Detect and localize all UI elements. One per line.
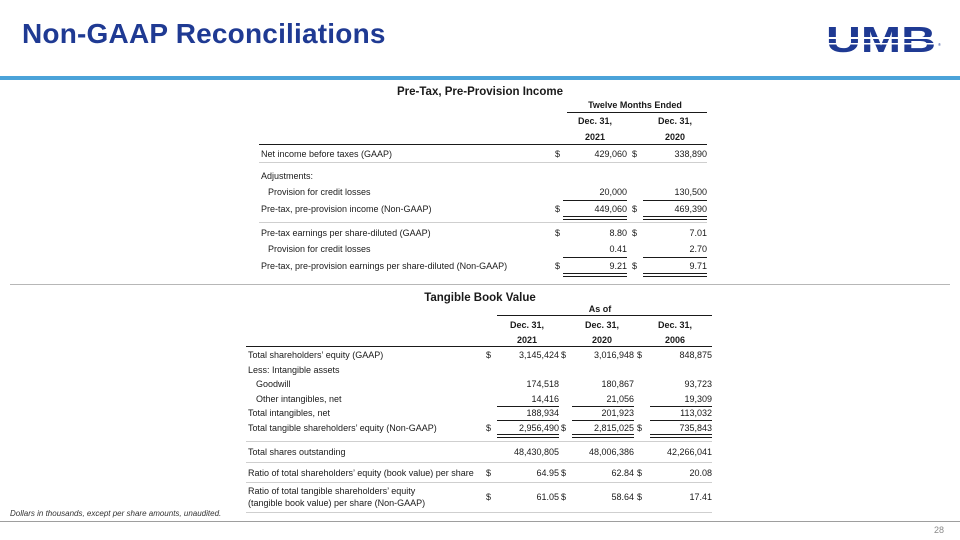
table-row-label: Pre-tax, pre-provision earnings per share-diluted (Non-GAAP): [261, 261, 508, 271]
table-cell-value: 9.21: [609, 261, 627, 271]
currency-symbol: $: [632, 261, 638, 271]
currency-symbol: $: [632, 149, 638, 159]
currency-symbol: $: [561, 492, 567, 502]
table-cell-value: 42,266,041: [666, 447, 712, 457]
table-row-label: Total intangibles, net: [248, 408, 331, 418]
row-separator: [246, 462, 712, 463]
subtotal-underline: [572, 406, 634, 407]
table-cell-value: 17.41: [689, 492, 712, 502]
table-row-label: Pre-tax, pre-provision income (Non-GAAP): [261, 204, 432, 214]
table-cell-value: 48,006,386: [588, 447, 634, 457]
subtotal-underline: [563, 257, 627, 258]
currency-symbol: $: [486, 423, 492, 433]
currency-symbol: $: [632, 204, 638, 214]
table-row-label: Total shareholders’ equity (GAAP): [248, 350, 384, 360]
table-cell-value: 7.01: [689, 228, 707, 238]
currency-symbol: $: [486, 492, 492, 502]
table-cell-value: 174,518: [526, 379, 559, 389]
currency-symbol: $: [555, 204, 561, 214]
table-cell-value: 20.08: [689, 468, 712, 478]
currency-symbol: $: [555, 261, 561, 271]
page-number: 28: [933, 525, 944, 535]
table-cell-value: 338,890: [674, 149, 707, 159]
table-cell-value: 180,867: [601, 379, 634, 389]
table-cell-value: 449,060: [594, 204, 627, 214]
currency-symbol: $: [555, 149, 561, 159]
pretax-col2-header: Dec. 31,: [657, 116, 693, 126]
tbv-period-underline: [497, 315, 712, 316]
subtotal-underline: [650, 420, 712, 421]
table-cell-value: 62.84: [611, 468, 634, 478]
table-cell-value: 20,000: [599, 187, 627, 197]
table-row-label: Total tangible shareholders’ equity (Non-GAAP): [248, 423, 437, 433]
table-cell-value: 58.64: [611, 492, 634, 502]
subtotal-underline: [497, 406, 559, 407]
table-cell-value: 2.70: [689, 244, 707, 254]
table-cell-value: 3,016,948: [593, 350, 634, 360]
total-double-underline: [497, 434, 559, 438]
table-cell-value: 848,875: [679, 350, 712, 360]
row-separator: [259, 162, 707, 163]
table-row-label: Ratio of total shareholders’ equity (book value) per share: [248, 468, 474, 478]
currency-symbol: $: [637, 468, 643, 478]
table-row-label-continued: (tangible book value) per share (Non-GAAP): [248, 498, 426, 508]
table-cell-value: 469,390: [674, 204, 707, 214]
tbv-header-underline: [246, 346, 712, 347]
page-title: Non-GAAP Reconciliations: [22, 18, 386, 49]
subtotal-underline: [497, 420, 559, 421]
currency-symbol: $: [486, 350, 492, 360]
currency-symbol: $: [561, 423, 567, 433]
total-double-underline: [643, 273, 707, 277]
subtotal-underline: [563, 200, 627, 201]
total-double-underline: [572, 434, 634, 438]
currency-symbol: $: [561, 468, 567, 478]
table-cell-value: 429,060: [594, 149, 627, 159]
table-row-label: Total shares outstanding: [248, 447, 346, 457]
pretax-col2-year: 2020: [664, 132, 686, 142]
table-row-label: Net income before taxes (GAAP): [261, 149, 393, 159]
currency-symbol: $: [486, 468, 492, 478]
table-cell-value: 3,145,424: [518, 350, 559, 360]
table-row-label: Other intangibles, net: [256, 394, 342, 404]
table-bottom-rule: [246, 512, 712, 513]
tbv-col2-header: Dec. 31,: [584, 320, 620, 330]
table-cell-value: 113,032: [680, 408, 712, 418]
table-cell-value: 130,500: [674, 187, 707, 197]
table-cell-value: 201,923: [601, 408, 634, 418]
pretax-col1-header: Dec. 31,: [577, 116, 613, 126]
subtotal-underline: [643, 257, 707, 258]
currency-symbol: $: [555, 228, 561, 238]
total-double-underline: [643, 216, 707, 220]
table-cell-value: 9.71: [689, 261, 707, 271]
total-double-underline: [563, 216, 627, 220]
table-row-label: Pre-tax earnings per share-diluted (GAAP): [261, 228, 431, 238]
section-divider: [10, 284, 950, 285]
svg-text:®: ®: [938, 42, 941, 47]
tbv-col3-header: Dec. 31,: [657, 320, 693, 330]
footer-rule: [0, 521, 960, 522]
pretax-header-underline: [259, 144, 707, 145]
table-row-label: Ratio of total tangible shareholders’ equity: [248, 486, 416, 496]
table-cell-value: 2,956,490: [518, 423, 559, 433]
tbv-period-header: As of: [588, 304, 612, 314]
tbv-section-title: Tangible Book Value: [424, 292, 536, 304]
subtotal-underline: [572, 420, 634, 421]
table-cell-value: 64.95: [536, 468, 559, 478]
subtotal-underline: [643, 200, 707, 201]
total-double-underline: [650, 434, 712, 438]
table-row-label: Goodwill: [256, 379, 291, 389]
subtotal-underline: [650, 406, 712, 407]
pretax-col1-year: 2021: [584, 132, 606, 142]
table-cell-value: 2,815,025: [593, 423, 634, 433]
pretax-period-underline: [567, 112, 707, 113]
table-row-label: Adjustments:: [261, 171, 314, 181]
tbv-col1-header: Dec. 31,: [509, 320, 545, 330]
header-accent-rule: [0, 76, 960, 80]
umb-logo: [826, 24, 944, 54]
row-separator: [246, 441, 712, 442]
tbv-col1-year: 2021: [516, 335, 538, 345]
currency-symbol: $: [637, 492, 643, 502]
row-separator: [259, 222, 707, 223]
tbv-col2-year: 2020: [591, 335, 613, 345]
table-cell-value: 93,723: [684, 379, 712, 389]
table-cell-value: 19,309: [684, 394, 712, 404]
footnote: Dollars in thousands, except per share amounts, unaudited.: [10, 509, 222, 518]
table-cell-value: 188,934: [526, 408, 559, 418]
pretax-section-title: Pre-Tax, Pre-Provision Income: [397, 86, 563, 98]
table-cell-value: 48,430,805: [513, 447, 559, 457]
currency-symbol: $: [637, 350, 643, 360]
table-cell-value: 735,843: [679, 423, 712, 433]
currency-symbol: $: [632, 228, 638, 238]
table-cell-value: 0.41: [609, 244, 627, 254]
currency-symbol: $: [637, 423, 643, 433]
table-row-label: Provision for credit losses: [268, 244, 371, 254]
currency-symbol: $: [561, 350, 567, 360]
table-row-label: Less: Intangible assets: [248, 365, 340, 375]
table-row-label: Provision for credit losses: [268, 187, 371, 197]
total-double-underline: [563, 273, 627, 277]
pretax-period-header: Twelve Months Ended: [588, 100, 682, 110]
table-cell-value: 8.80: [609, 228, 627, 238]
table-cell-value: 61.05: [536, 492, 559, 502]
table-cell-value: 21,056: [606, 394, 634, 404]
row-separator: [246, 482, 712, 483]
tbv-col3-year: 2006: [664, 335, 686, 345]
table-cell-value: 14,416: [531, 394, 559, 404]
